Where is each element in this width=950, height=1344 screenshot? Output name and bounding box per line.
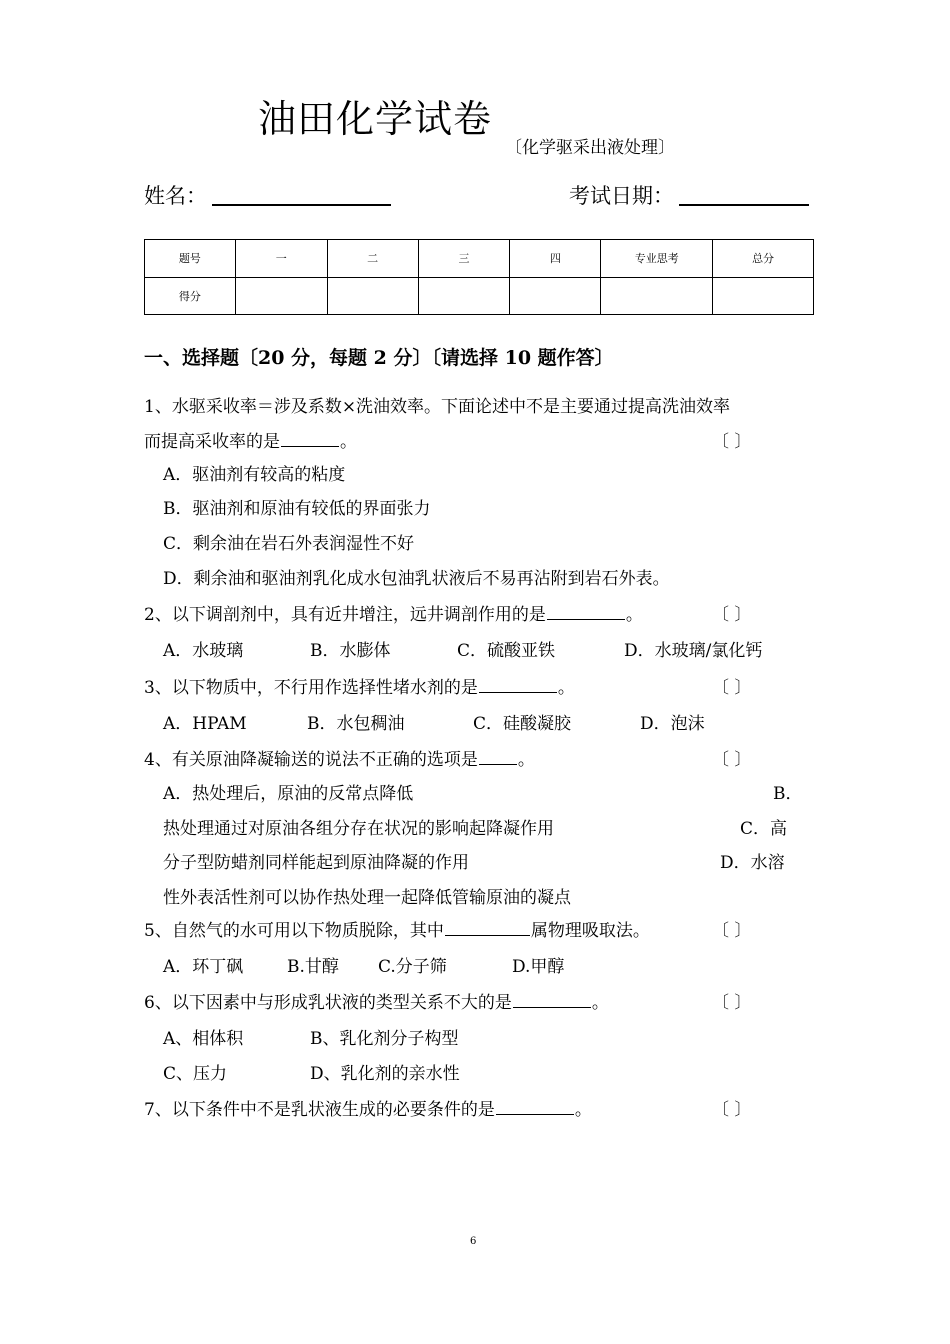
- score-cell[interactable]: [235, 277, 327, 315]
- question-4-text-pre: 4、有关原油降凝输送的说法不正确的选项是: [144, 750, 478, 770]
- option-a[interactable]: A．水玻璃: [163, 641, 244, 661]
- option-c[interactable]: C．硅酸凝胶: [473, 714, 572, 734]
- option-text[interactable]: 性外表活性剂可以协作热处理一起降低管输原油的凝点: [163, 888, 571, 908]
- option-a[interactable]: A．HPAM: [163, 714, 247, 734]
- answer-paren[interactable]: 〔 〕: [712, 993, 752, 1013]
- option-text[interactable]: A．热处理后，原油的反常点降低: [163, 784, 414, 804]
- score-table-score-row: [145, 277, 814, 315]
- option-text[interactable]: B．: [773, 784, 803, 804]
- question-7-text-post: 。: [574, 1100, 592, 1120]
- option-a[interactable]: A．环丁砜: [163, 957, 244, 977]
- question-4-text-post: 。: [517, 750, 535, 770]
- option-d[interactable]: D．水玻璃/氯化钙: [624, 641, 763, 661]
- answer-blank[interactable]: [281, 430, 339, 447]
- question-3-text-pre: 3、以下物质中，不行用作选择性堵水剂的是: [144, 678, 478, 698]
- question-7-text-pre: 7、以下条件中不是乳状液生成的必要条件的是: [144, 1100, 495, 1120]
- page-subtitle: 〔化学驱采出液处理〕: [505, 138, 675, 158]
- option-a[interactable]: A．驱油剂有较高的粘度: [163, 465, 346, 485]
- question-1-text-post: 。: [340, 432, 357, 452]
- answer-blank[interactable]: [513, 991, 591, 1008]
- answer-blank[interactable]: [496, 1098, 574, 1115]
- question-1-stem: [144, 427, 357, 452]
- answer-paren[interactable]: 〔 〕: [712, 678, 752, 698]
- answer-blank[interactable]: [479, 676, 557, 693]
- table-cell: 得分: [145, 277, 236, 315]
- question-5-text-post: 属物理吸取法。: [530, 921, 650, 941]
- option-d[interactable]: D.甲醇: [512, 957, 565, 977]
- question-3-stem: [144, 673, 575, 698]
- question-3-text-post: 。: [557, 678, 575, 698]
- score-cell[interactable]: [327, 277, 418, 315]
- table-cell: 三: [418, 240, 510, 278]
- option-text[interactable]: D．水溶: [720, 853, 785, 873]
- option-c[interactable]: C.分子筛: [378, 957, 447, 977]
- page-number: 6: [470, 1236, 477, 1247]
- table-cell: 四: [510, 240, 601, 278]
- exam-date-field[interactable]: [679, 204, 809, 206]
- answer-paren[interactable]: 〔 〕: [712, 432, 752, 452]
- option-b[interactable]: B.甘醇: [287, 957, 339, 977]
- name-field[interactable]: [212, 204, 391, 206]
- score-cell[interactable]: [418, 277, 510, 315]
- option-text[interactable]: 分子型防蜡剂同样能起到原油降凝的作用: [163, 853, 469, 873]
- score-table: [144, 239, 814, 315]
- question-5-stem: [144, 916, 650, 941]
- table-cell: 题号: [145, 240, 236, 278]
- question-4-stem: [144, 745, 535, 770]
- option-c[interactable]: C．硫酸亚铁: [457, 641, 556, 661]
- question-2-text-post: 。: [625, 605, 643, 625]
- score-cell[interactable]: [510, 277, 601, 315]
- option-b[interactable]: B．驱油剂和原油有较低的界面张力: [163, 499, 431, 519]
- answer-paren[interactable]: 〔 〕: [712, 921, 752, 941]
- table-cell: 一: [235, 240, 327, 278]
- answer-blank[interactable]: [479, 748, 517, 765]
- question-2-stem: [144, 600, 643, 625]
- option-a[interactable]: A、相体积: [163, 1029, 244, 1049]
- table-cell: 专业思考: [601, 240, 713, 278]
- answer-paren[interactable]: 〔 〕: [712, 605, 752, 625]
- score-cell[interactable]: [713, 277, 814, 315]
- option-d[interactable]: D．剩余油和驱油剂乳化成水包油乳状液后不易再沾附到岩石外表。: [163, 569, 670, 589]
- table-cell: 二: [327, 240, 418, 278]
- option-d[interactable]: D．泡沫: [640, 714, 705, 734]
- option-c[interactable]: C．剩余油在岩石外表润湿性不好: [163, 534, 415, 554]
- table-cell: 总分: [713, 240, 814, 278]
- question-6-text-post: 。: [591, 993, 609, 1013]
- answer-paren[interactable]: 〔 〕: [712, 750, 752, 770]
- option-b[interactable]: B、乳化剂分子构型: [310, 1029, 459, 1049]
- score-cell[interactable]: [601, 277, 713, 315]
- question-6-stem: [144, 988, 609, 1013]
- option-text[interactable]: 热处理通过对原油各组分存在状况的影响起降凝作用: [163, 819, 554, 839]
- question-5-text-pre: 5、自然气的水可用以下物质脱除，其中: [144, 921, 444, 941]
- exam-date-label: 考试日期：: [569, 184, 674, 208]
- option-d[interactable]: D、乳化剂的亲水性: [310, 1064, 460, 1084]
- question-7-stem: [144, 1095, 592, 1120]
- option-c[interactable]: C、压力: [163, 1064, 228, 1084]
- option-text[interactable]: C．高: [740, 819, 788, 839]
- question-1-text-pre: 而提高采收率的是: [144, 432, 280, 452]
- question-2-text-pre: 2、以下调剖剂中，具有近井增注，远井调剖作用的是: [144, 605, 546, 625]
- question-1-text: 1、水驱采收率＝涉及系数×洗油效率。下面论述中不是主要通过提高洗油效率: [144, 397, 731, 417]
- name-label: 姓名：: [144, 184, 207, 208]
- answer-blank[interactable]: [547, 603, 625, 620]
- score-table-header-row: [145, 240, 814, 278]
- answer-blank[interactable]: [445, 919, 530, 936]
- section-title: 一、选择题〔20 分，每题 2 分〕〔请选择 10 题作答〕: [144, 347, 614, 369]
- option-b[interactable]: B．水包稠油: [307, 714, 405, 734]
- question-6-text-pre: 6、以下因素中与形成乳状液的类型关系不大的是: [144, 993, 512, 1013]
- page-title: 油田化学试卷: [258, 97, 493, 141]
- option-b[interactable]: B．水膨体: [310, 641, 391, 661]
- answer-paren[interactable]: 〔 〕: [712, 1100, 752, 1120]
